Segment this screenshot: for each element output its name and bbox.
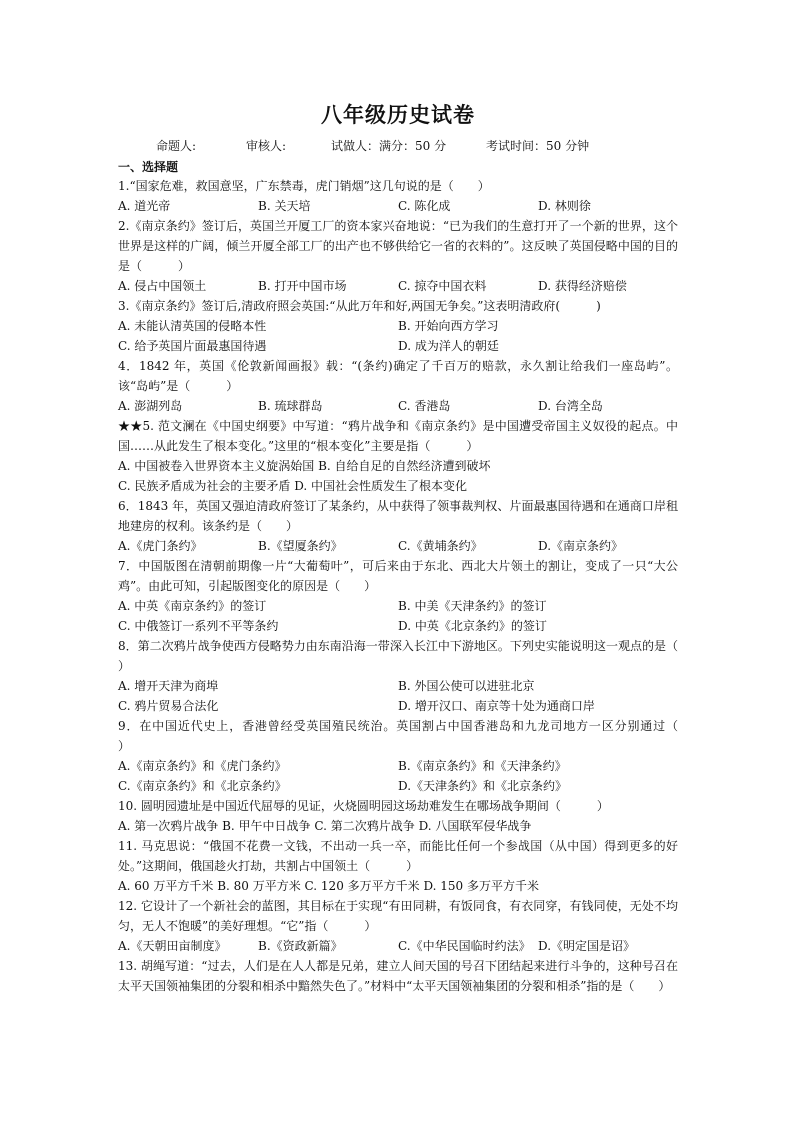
option-text: C. 香港岛: [398, 399, 451, 413]
option-text: B. 关天培: [258, 199, 311, 213]
option-text: C.《黄埔条约》: [398, 539, 483, 553]
option-text: A.《虎门条约》: [118, 539, 203, 553]
question-options: [118, 936, 678, 956]
meta-time: 考试时间：50 分钟: [486, 139, 590, 153]
question-stem: 2.《南京条约》签订后，英国兰开厦工厂的资本家兴奋地说：“已为我们的生意打开了一个新的世界，这个世界是这样的广阔，倾兰开厦全部工厂的出产也不够供给它一省的衣料的”。这反映了英国侵略中国的目的是（ ）: [118, 219, 678, 273]
question-item: [118, 836, 678, 896]
question-options: [118, 876, 678, 896]
question-item: [118, 716, 715, 796]
question-item: [118, 956, 678, 996]
question-options: [118, 396, 678, 416]
question-options: [118, 816, 678, 836]
option-text: A. 中国被卷入世界资本主义旋涡始国 B. 自给自足的自然经济遭到破坏: [118, 459, 491, 473]
option-text: D. 获得经济赔偿: [538, 279, 627, 293]
question-options: [118, 456, 678, 496]
option-text: B. 琉球群岛: [258, 399, 323, 413]
option-text: D. 成为洋人的朝廷: [398, 339, 499, 353]
question-stem: 1.“国家危难，救国意坚，广东禁毒，虎门销烟”这几句说的是（ ）: [118, 179, 490, 193]
question-item: [118, 356, 678, 416]
option-text: B. 外国公使可以进驻北京: [398, 679, 535, 693]
option-text: B.《资政新篇》: [258, 939, 343, 953]
question-item: [118, 556, 678, 636]
option-text: A. 中英《南京条约》的签订: [118, 599, 267, 613]
question-list: [118, 176, 715, 996]
exam-page: [118, 100, 715, 996]
option-text: D. 中英《北京条约》的签订: [398, 619, 547, 633]
question-stem: 10. 圆明园遗址是中国近代屈辱的见证，火烧圆明园这场劫难发生在哪场战争期间（ ）: [118, 799, 609, 813]
option-text: B.《南京条约》和《天津条约》: [398, 759, 567, 773]
option-text: B. 开始向西方学习: [398, 319, 499, 333]
question-stem: 13. 胡绳写道：“过去，人们是在人人都是兄弟，建立人间天国的号召下团结起来进行斗争的，这种号召在太平天国领袖集团的分裂和相杀中黯然失色了。”材料中“太平天国领袖集团的分裂和相杀”指的是（ ）: [118, 959, 678, 993]
question-stem: 6．1843 年，英国又强迫清政府签订了某条约，从中获得了领事裁判权、片面最惠国待遇和在通商口岸租地建房的权利。该条约是（ ）: [118, 499, 678, 533]
question-item: [118, 296, 678, 356]
option-text: C. 中俄签订一系列不平等条约: [118, 619, 279, 633]
page-title: 八年级历史试卷: [321, 103, 475, 127]
option-text: A.《南京条约》和《虎门条约》: [118, 759, 287, 773]
option-text: A. 未能认清英国的侵略本性: [118, 319, 267, 333]
question-options: [118, 196, 678, 216]
question-stem: 12. 它设计了一个新社会的蓝图，其目标在于实现“有田同耕，有饭同食，有衣同穿，有钱同使，无处不均匀，无人不饱暖”的美好理想。“它”指（ ）: [118, 899, 678, 933]
question-options: [118, 676, 678, 716]
option-text: C. 给予英国片面最惠国待遇: [118, 339, 267, 353]
option-text: B.《望厦条约》: [258, 539, 343, 553]
question-item: [118, 416, 678, 496]
option-text: A. 第一次鸦片战争 B. 甲午中日战争 C. 第二次鸦片战争 D. 八国联军侵华战争: [118, 819, 532, 833]
option-text: A.《天朝田亩制度》: [118, 939, 227, 953]
question-stem: 7．中国版图在清朝前期像一片“大葡萄叶”，可后来由于东北、西北大片领土的割让，变成了一只“大公鸡”。由此可知，引起版图变化的原因是（ ）: [118, 559, 678, 593]
exam-meta: [118, 138, 678, 155]
question-item: [118, 896, 678, 956]
question-stem: ★★5. 范文澜在《中国史纲要》中写道：“鸦片战争和《南京条约》是中国遭受帝国主义奴役的起点。中国……从此发生了根本变化。”这里的“根本变化”主要是指（ ）: [118, 419, 678, 453]
question-item: [118, 216, 678, 296]
option-text: D. 台湾全岛: [538, 399, 603, 413]
question-item: [118, 496, 678, 556]
option-text: C.《中华民国临时约法》: [398, 939, 531, 953]
section-heading: 一、选择题: [118, 160, 179, 174]
question-item: [118, 636, 715, 716]
option-text: C. 鸦片贸易合法化: [118, 699, 219, 713]
question-stem: 11. 马克思说：“俄国不花费一文钱，不出动一兵一卒，而能比任何一个参战国（从中国）得到更多的好处。”这期间，俄国趁火打劫，共割占中国领土（ ）: [118, 839, 678, 873]
question-options: [118, 756, 678, 796]
option-text: A. 侵占中国领土: [118, 279, 207, 293]
option-text: C. 掠夺中国衣料: [398, 279, 487, 293]
option-text: C. 陈化成: [398, 199, 451, 213]
question-item: [118, 796, 678, 836]
option-text: D.《明定国是诏》: [538, 939, 636, 953]
option-text: A. 增开天津为商埠: [118, 679, 219, 693]
question-stem: 8．第二次鸦片战争使西方侵略势力由东南沿海一带深入长江中下游地区。下列史实能说明这一观点的是（ ）: [118, 639, 715, 673]
option-text: A. 60 万平方千米 B. 80 万平方米 C. 120 多万平方千米 D. 150 多万平方千米: [118, 879, 539, 893]
question-options: [118, 316, 678, 356]
option-text: D. 林则徐: [538, 199, 591, 213]
option-text: A. 澎湖列岛: [118, 399, 183, 413]
question-options: [118, 596, 678, 636]
option-text: B. 中美《天津条约》的签订: [398, 599, 547, 613]
meta-tester-score: 试做人：满分：50 分: [331, 139, 447, 153]
meta-author: 命题人:: [156, 139, 197, 153]
option-text: D.《南京条约》: [538, 539, 624, 553]
option-text: A. 道光帝: [118, 199, 171, 213]
option-text: C.《南京条约》和《北京条约》: [118, 779, 287, 793]
question-stem: 3.《南京条约》签订后,清政府照会英国:“从此万年和好,两国无争矣。”这表明清政府( ): [118, 299, 601, 313]
question-stem: 9．在中国近代史上，香港曾经受英国殖民统治。英国割占中国香港岛和九龙司地方一区分别通过（ ）: [118, 719, 715, 753]
option-text: B. 打开中国市场: [258, 279, 347, 293]
question-item: [118, 176, 678, 216]
meta-reviewer: 审核人:: [246, 139, 287, 153]
option-text: C. 民族矛盾成为社会的主要矛盾 D. 中国社会性质发生了根本变化: [118, 479, 468, 493]
option-text: D. 增开汉口、南京等十处为通商口岸: [398, 699, 595, 713]
question-stem: 4．1842 年，英国《伦敦新闻画报》载：“(条约)确定了千百万的赔款，永久割让给我们一座岛屿”。该“岛屿”是（ ）: [118, 359, 678, 393]
option-text: D.《天津条约》和《北京条约》: [398, 779, 568, 793]
question-options: [118, 276, 678, 296]
question-options: [118, 536, 678, 556]
